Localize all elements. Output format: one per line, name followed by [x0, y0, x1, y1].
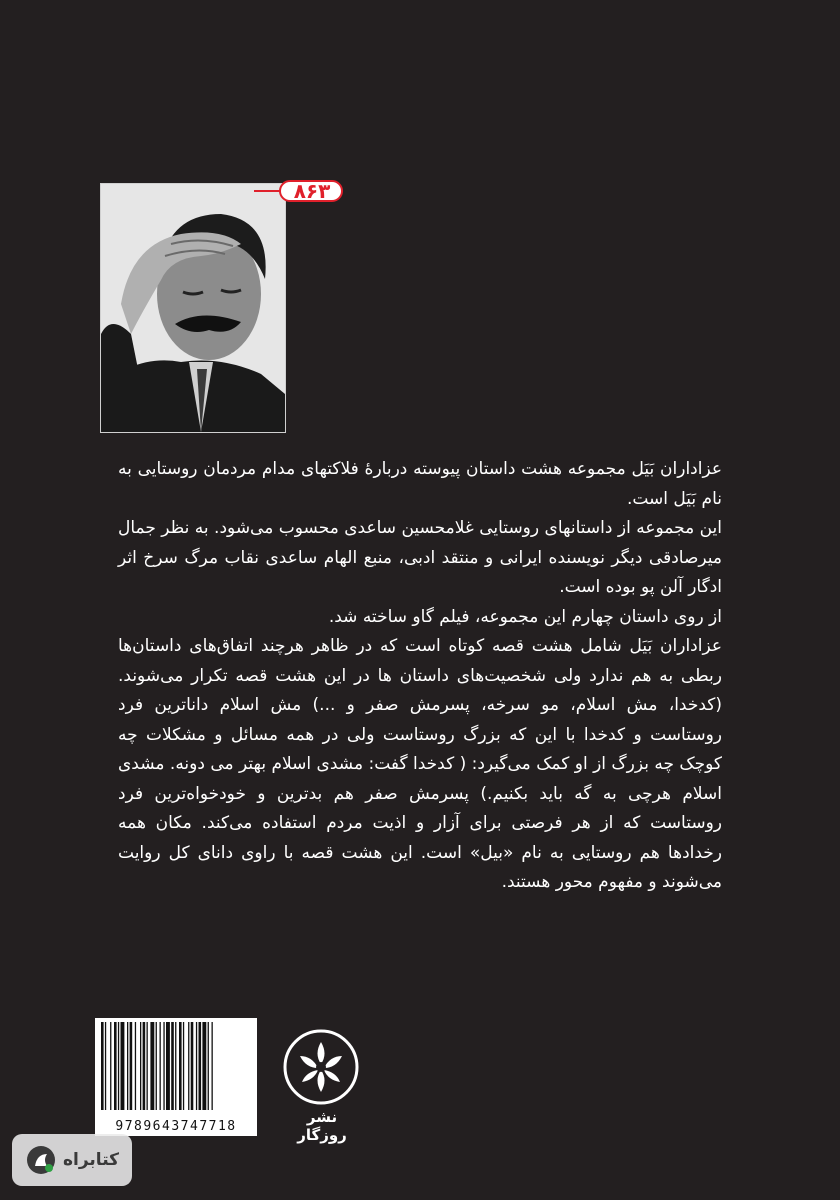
description-paragraph: عزاداران بَیَل مجموعه هشت داستان پیوسته دربارهٔ فلاکتهای مدام مردمان روستایی به نام بَیَل است.	[118, 459, 722, 509]
ketabrah-logo-icon	[25, 1144, 57, 1176]
description-paragraph: از روی داستان چهارم این مجموعه، فیلم گاو ساخته شد.	[328, 606, 722, 627]
publisher-name: نشر روزگار	[297, 1108, 347, 1144]
author-photo	[100, 183, 286, 433]
isbn-barcode	[95, 1018, 257, 1136]
ketabrah-watermark[interactable]	[12, 1134, 132, 1186]
publisher-logo-icon	[282, 1028, 360, 1106]
watermark-label: کتابراه	[62, 1150, 120, 1170]
isbn-digits: 9789643747718	[115, 1119, 237, 1134]
description-paragraph: این مجموعه از داستانهای روستایی غلامحسین ساعدی محسوب می‌شود. به نظر جمال میرصادقی دیگر نویسنده ایرانی و منتقد ادبی، منبع الهام ساعدی نقاب مرگ سرخ اثر ادگار آلن پو بوده است.	[118, 518, 722, 597]
series-number: ۸۶۳	[293, 179, 331, 203]
book-description	[118, 455, 722, 898]
description-paragraph: عزاداران بَیَل شامل هشت قصه کوتاه است که در ظاهر هرچند اتفاق‌های داستان‌ها ربطی به هم ندارد ولی شخصیت‌های داستان ها در این هشت قصه تکرار می‌شوند. (کدخدا، مش اسلام، مو سرخه، پسرمش صفر و ...) مش اسلام داناترین فرد روستاست و کدخدا با این که بزرگ روستاست ولی در همه مسائل و مشکلات چه کوچک چه بزرگ از او کمک می‌گیرد: ( کدخدا گفت: مشدی اسلام بهتر می دونه. مشدی اسلام هرچی به گه باید بکنیم.) پسرمش صفر هم بدترین و خودخواه‌ترین فرد روستاست که از هر فرصتی برای آزار و اذیت مردم استفاده می‌کند. مکان همه رخدادها هم روستایی به نام «بیل» است. این هشت قصه با راوی دانای کل روایت می‌شوند و مفهوم محور هستند.	[118, 636, 722, 892]
barcode-bars	[95, 1018, 257, 1114]
